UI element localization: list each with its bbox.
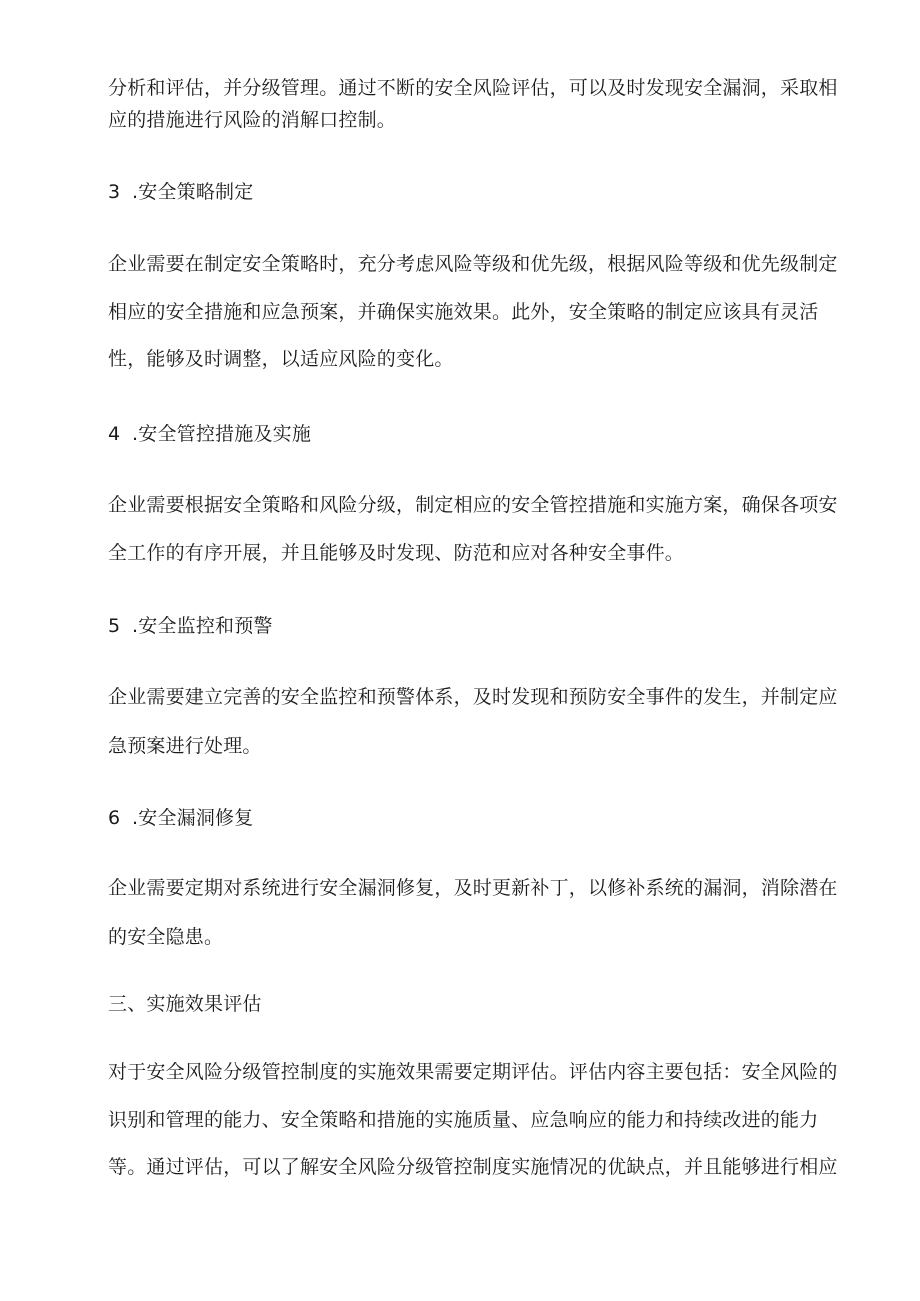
paragraph-line: 企业需要建立完善的安全监控和预警体系，及时发现和预防安全事件的发生，并制定应 — [108, 686, 838, 708]
paragraph-line: 识别和管理的能力、安全策略和措施的实施质量、应急响应的能力和持续改进的能力 — [108, 1109, 819, 1131]
heading-title: .安全漏洞修复 — [132, 807, 254, 829]
paragraph-line: 全工作的有序开展，并且能够及时发现、防范和应对各种安全事件。 — [108, 542, 685, 564]
heading-title: .安全策略制定 — [132, 181, 254, 203]
paragraph-line: 等。通过评估，可以了解安全风险分级管控制度实施情况的优缺点，并且能够进行相应 — [108, 1156, 838, 1178]
section-heading-5 — [108, 614, 273, 638]
paragraph-line: 急预案进行处理。 — [108, 735, 262, 757]
heading-number: 3 — [108, 181, 121, 203]
paragraph-line: 应的措施进行风险的消解口控制。 — [108, 109, 397, 131]
paragraph-line: 分析和评估，并分级管理。通过不断的安全风险评估，可以及时发现安全漏洞，采取相 — [108, 77, 838, 99]
heading-title: .安全监控和预警 — [132, 615, 273, 637]
section-title: 三、实施效果评估 — [108, 993, 262, 1015]
heading-number: 6 — [108, 807, 121, 829]
paragraph-line: 对于安全风险分级管控制度的实施效果需要定期评估。评估内容主要包括：安全风险的 — [108, 1061, 838, 1083]
heading-number: 4 — [108, 423, 121, 445]
paragraph-line: 企业需要定期对系统进行安全漏洞修复，及时更新补丁，以修补系统的漏洞，消除潜在 — [108, 877, 838, 899]
heading-number: 5 — [108, 615, 121, 637]
section-heading-6 — [108, 806, 253, 830]
section-heading-4 — [108, 422, 311, 446]
paragraph-line: 相应的安全措施和应急预案，并确保实施效果。此外，安全策略的制定应该具有灵活 — [108, 301, 819, 323]
paragraph-line: 企业需要在制定安全策略时，充分考虑风险等级和优先级，根据风险等级和优先级制定 — [108, 253, 838, 275]
section-heading-3 — [108, 180, 253, 204]
paragraph-line: 性，能够及时调整，以适应风险的变化。 — [108, 348, 454, 370]
heading-title: .安全管控措施及实施 — [132, 423, 312, 445]
paragraph-line: 企业需要根据安全策略和风险分级，制定相应的安全管控措施和实施方案，确保各项安 — [108, 494, 838, 516]
paragraph-line: 的安全隐患。 — [108, 926, 224, 948]
